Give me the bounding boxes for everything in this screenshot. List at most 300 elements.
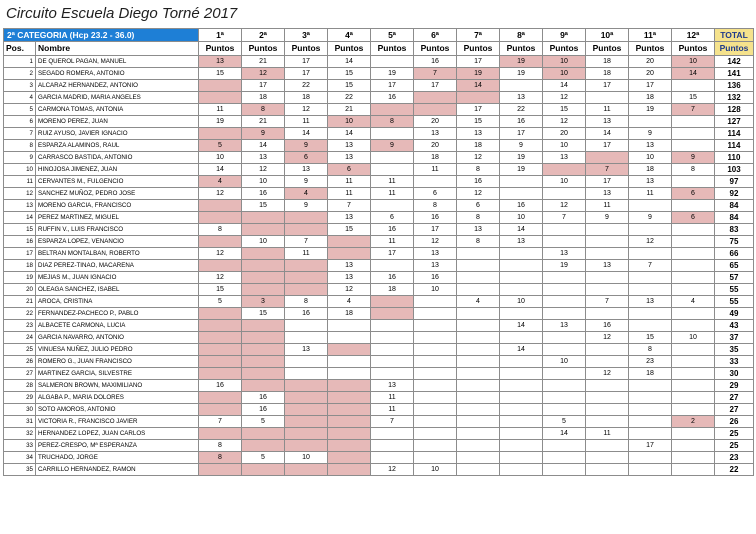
score-cell: 11 <box>586 428 629 440</box>
score-cell <box>672 236 715 248</box>
score-cell: 9 <box>242 128 285 140</box>
score-cell: 15 <box>328 224 371 236</box>
score-cell <box>586 356 629 368</box>
score-cell <box>371 164 414 176</box>
score-cell: 21 <box>242 116 285 128</box>
score-cell <box>586 248 629 260</box>
row-position: 30 <box>4 404 36 416</box>
row-player-name: ESPARZA ALAMINOS, RAUL <box>36 140 199 152</box>
score-cell <box>543 164 586 176</box>
score-cell <box>586 284 629 296</box>
score-cell: 13 <box>586 260 629 272</box>
score-cell <box>672 260 715 272</box>
score-cell: 5 <box>199 296 242 308</box>
row-player-name: VINUESA NUÑEZ, JULIO PEDRO <box>36 344 199 356</box>
score-cell <box>414 452 457 464</box>
score-cell: 13 <box>500 236 543 248</box>
score-cell: 16 <box>371 92 414 104</box>
score-cell: 17 <box>629 440 672 452</box>
score-cell: 12 <box>586 368 629 380</box>
round-header-6: 6ª <box>414 29 457 42</box>
score-cell: 20 <box>414 140 457 152</box>
score-cell: 3 <box>242 296 285 308</box>
row-position: 12 <box>4 188 36 200</box>
row-total: 127 <box>715 116 754 128</box>
row-total: 75 <box>715 236 754 248</box>
score-cell <box>414 344 457 356</box>
score-cell <box>285 224 328 236</box>
row-position: 3 <box>4 80 36 92</box>
score-cell <box>672 344 715 356</box>
score-cell: 10 <box>199 152 242 164</box>
score-cell <box>500 356 543 368</box>
score-cell <box>242 260 285 272</box>
score-cell <box>543 344 586 356</box>
row-position: 20 <box>4 284 36 296</box>
score-cell: 14 <box>543 428 586 440</box>
round-header-1: 1ª <box>199 29 242 42</box>
table-row <box>4 68 754 80</box>
score-cell <box>199 332 242 344</box>
score-cell <box>371 332 414 344</box>
score-cell: 22 <box>500 104 543 116</box>
row-position: 29 <box>4 392 36 404</box>
score-cell: 9 <box>371 140 414 152</box>
score-cell: 10 <box>543 56 586 68</box>
row-position: 17 <box>4 248 36 260</box>
row-total: 83 <box>715 224 754 236</box>
score-cell: 9 <box>586 212 629 224</box>
score-cell: 19 <box>629 104 672 116</box>
score-cell <box>672 440 715 452</box>
score-cell <box>242 428 285 440</box>
score-cell: 13 <box>285 164 328 176</box>
row-total: 84 <box>715 212 754 224</box>
score-cell <box>500 392 543 404</box>
score-cell: 2 <box>672 416 715 428</box>
score-cell: 6 <box>672 212 715 224</box>
score-cell: 10 <box>543 68 586 80</box>
score-cell: 15 <box>242 200 285 212</box>
score-cell: 19 <box>457 68 500 80</box>
score-cell <box>629 416 672 428</box>
score-cell <box>371 200 414 212</box>
score-cell: 18 <box>457 140 500 152</box>
score-cell <box>629 404 672 416</box>
score-cell <box>543 404 586 416</box>
score-cell <box>457 248 500 260</box>
score-cell: 9 <box>285 140 328 152</box>
score-cell: 18 <box>586 56 629 68</box>
score-cell <box>414 176 457 188</box>
score-cell: 11 <box>285 116 328 128</box>
score-cell: 12 <box>242 68 285 80</box>
score-cell <box>328 452 371 464</box>
score-cell <box>672 116 715 128</box>
score-cell: 12 <box>629 236 672 248</box>
score-cell <box>242 320 285 332</box>
score-cell: 12 <box>328 284 371 296</box>
row-position: 15 <box>4 224 36 236</box>
score-cell: 13 <box>328 260 371 272</box>
score-cell: 12 <box>199 188 242 200</box>
score-cell <box>414 380 457 392</box>
score-cell <box>457 272 500 284</box>
score-cell <box>500 440 543 452</box>
score-cell <box>672 428 715 440</box>
score-cell: 17 <box>586 140 629 152</box>
score-cell <box>543 380 586 392</box>
table-row <box>4 356 754 368</box>
score-cell <box>629 452 672 464</box>
score-cell: 16 <box>371 224 414 236</box>
table-row <box>4 464 754 476</box>
row-player-name: RUFFIN V., LUIS FRANCISCO <box>36 224 199 236</box>
score-cell <box>285 404 328 416</box>
score-cell <box>371 356 414 368</box>
score-cell: 17 <box>586 80 629 92</box>
row-player-name: CARMONA TOMAS, ANTONIA <box>36 104 199 116</box>
score-cell: 17 <box>414 80 457 92</box>
score-cell: 15 <box>199 284 242 296</box>
row-total: 114 <box>715 140 754 152</box>
score-cell <box>414 428 457 440</box>
score-cell <box>457 308 500 320</box>
table-row <box>4 392 754 404</box>
score-cell: 22 <box>328 92 371 104</box>
row-position: 27 <box>4 368 36 380</box>
row-position: 7 <box>4 128 36 140</box>
score-cell <box>457 440 500 452</box>
table-row <box>4 344 754 356</box>
table-row <box>4 440 754 452</box>
score-cell: 10 <box>629 152 672 164</box>
table-row <box>4 380 754 392</box>
row-player-name: CERVANTES M., FULGENCIO <box>36 176 199 188</box>
score-cell <box>500 332 543 344</box>
score-cell <box>672 308 715 320</box>
score-cell <box>457 428 500 440</box>
row-player-name: RUIZ AYUSO, JAVIER IGNACIO <box>36 128 199 140</box>
score-cell: 13 <box>629 176 672 188</box>
score-cell: 11 <box>371 392 414 404</box>
score-cell <box>457 284 500 296</box>
score-cell: 9 <box>285 200 328 212</box>
row-position: 33 <box>4 440 36 452</box>
score-cell <box>199 260 242 272</box>
score-cell: 11 <box>328 188 371 200</box>
score-cell: 12 <box>543 92 586 104</box>
score-cell <box>672 272 715 284</box>
score-cell <box>672 392 715 404</box>
score-cell: 12 <box>242 164 285 176</box>
score-cell: 13 <box>414 128 457 140</box>
score-cell <box>414 104 457 116</box>
score-cell <box>543 464 586 476</box>
score-cell <box>242 224 285 236</box>
score-cell: 7 <box>586 164 629 176</box>
score-cell: 13 <box>285 344 328 356</box>
score-cell: 14 <box>672 68 715 80</box>
score-cell: 18 <box>629 164 672 176</box>
score-cell: 17 <box>242 80 285 92</box>
score-cell <box>242 212 285 224</box>
score-cell <box>457 260 500 272</box>
table-row <box>4 116 754 128</box>
score-cell: 17 <box>457 56 500 68</box>
score-cell: 12 <box>457 188 500 200</box>
score-cell: 10 <box>242 176 285 188</box>
score-cell <box>629 464 672 476</box>
score-cell <box>629 116 672 128</box>
score-cell <box>672 380 715 392</box>
row-total: 35 <box>715 344 754 356</box>
round-points-header: Puntos <box>543 42 586 56</box>
score-cell <box>500 308 543 320</box>
score-cell: 18 <box>629 368 672 380</box>
score-cell <box>672 176 715 188</box>
row-position: 4 <box>4 92 36 104</box>
score-cell: 11 <box>328 176 371 188</box>
score-cell <box>414 296 457 308</box>
row-player-name: GARCIA NAVARRO, ANTONIO <box>36 332 199 344</box>
score-cell <box>672 140 715 152</box>
row-player-name: ALBACETE CARMONA, LUCIA <box>36 320 199 332</box>
score-cell: 13 <box>328 152 371 164</box>
score-cell <box>629 224 672 236</box>
table-row <box>4 404 754 416</box>
score-cell <box>457 380 500 392</box>
row-total: 142 <box>715 56 754 68</box>
score-cell <box>371 128 414 140</box>
total-points-header: Puntos <box>715 42 754 56</box>
row-player-name: ALGABA P., MARIA DOLORES <box>36 392 199 404</box>
score-cell <box>457 392 500 404</box>
score-cell <box>586 224 629 236</box>
row-player-name: OLEAGA SANCHEZ, ISABEL <box>36 284 199 296</box>
row-position: 21 <box>4 296 36 308</box>
score-cell: 14 <box>500 224 543 236</box>
score-cell <box>199 92 242 104</box>
score-cell: 5 <box>543 416 586 428</box>
score-cell: 16 <box>242 404 285 416</box>
score-cell: 22 <box>285 80 328 92</box>
row-player-name: DIAZ PEREZ-TINAO, MACARENA <box>36 260 199 272</box>
score-cell: 13 <box>414 260 457 272</box>
score-cell: 16 <box>414 212 457 224</box>
score-cell: 10 <box>543 140 586 152</box>
score-cell <box>242 464 285 476</box>
row-position: 32 <box>4 428 36 440</box>
score-cell: 16 <box>457 176 500 188</box>
score-cell <box>457 404 500 416</box>
score-cell: 13 <box>414 248 457 260</box>
row-position: 1 <box>4 56 36 68</box>
table-row <box>4 200 754 212</box>
row-position: 5 <box>4 104 36 116</box>
score-cell <box>371 428 414 440</box>
row-total: 114 <box>715 128 754 140</box>
score-cell: 14 <box>328 56 371 68</box>
score-cell: 16 <box>414 56 457 68</box>
row-total: 22 <box>715 464 754 476</box>
score-cell <box>543 296 586 308</box>
score-cell: 13 <box>543 320 586 332</box>
score-cell: 13 <box>543 152 586 164</box>
row-player-name: SEGADO ROMERA, ANTONIO <box>36 68 199 80</box>
score-cell: 17 <box>371 80 414 92</box>
score-cell: 7 <box>414 68 457 80</box>
score-cell: 11 <box>371 236 414 248</box>
score-cell <box>328 368 371 380</box>
score-cell: 7 <box>586 296 629 308</box>
row-position: 35 <box>4 464 36 476</box>
table-row <box>4 452 754 464</box>
score-cell <box>371 296 414 308</box>
score-cell <box>199 428 242 440</box>
score-cell: 21 <box>242 56 285 68</box>
round-points-header: Puntos <box>414 42 457 56</box>
score-cell: 16 <box>586 320 629 332</box>
score-cell <box>328 236 371 248</box>
score-cell <box>457 368 500 380</box>
score-cell <box>500 260 543 272</box>
score-cell <box>672 356 715 368</box>
table-row <box>4 164 754 176</box>
row-player-name: VICTORIA R., FRANCISCO JAVIER <box>36 416 199 428</box>
row-position: 31 <box>4 416 36 428</box>
score-cell <box>543 236 586 248</box>
score-cell <box>285 320 328 332</box>
score-cell <box>199 212 242 224</box>
score-cell <box>629 380 672 392</box>
score-cell: 15 <box>543 104 586 116</box>
score-cell <box>586 440 629 452</box>
score-cell <box>500 404 543 416</box>
score-cell: 7 <box>543 212 586 224</box>
table-row <box>4 296 754 308</box>
score-cell: 15 <box>242 308 285 320</box>
score-cell: 9 <box>500 140 543 152</box>
score-cell: 6 <box>457 200 500 212</box>
row-player-name: CARRILLO HERNANDEZ, RAMON <box>36 464 199 476</box>
score-cell <box>371 452 414 464</box>
table-row <box>4 284 754 296</box>
score-cell: 20 <box>629 68 672 80</box>
score-cell <box>543 332 586 344</box>
score-cell <box>199 308 242 320</box>
score-cell: 19 <box>500 56 543 68</box>
row-position: 26 <box>4 356 36 368</box>
score-cell: 23 <box>629 356 672 368</box>
score-cell: 8 <box>242 104 285 116</box>
score-cell: 8 <box>457 236 500 248</box>
score-cell <box>629 392 672 404</box>
score-cell <box>586 404 629 416</box>
score-cell <box>586 380 629 392</box>
score-cell <box>457 452 500 464</box>
score-cell <box>457 332 500 344</box>
score-cell: 15 <box>328 80 371 92</box>
score-cell: 14 <box>328 128 371 140</box>
score-cell: 13 <box>328 272 371 284</box>
score-cell <box>500 80 543 92</box>
score-cell: 14 <box>242 140 285 152</box>
score-cell <box>242 272 285 284</box>
score-cell <box>285 260 328 272</box>
score-cell <box>586 236 629 248</box>
table-row <box>4 308 754 320</box>
score-cell <box>242 344 285 356</box>
score-cell <box>242 332 285 344</box>
score-cell <box>500 188 543 200</box>
score-cell: 4 <box>285 188 328 200</box>
score-cell: 8 <box>199 224 242 236</box>
row-player-name: PEREZ MARTINEZ, MIGUEL <box>36 212 199 224</box>
score-cell: 8 <box>371 116 414 128</box>
score-cell: 14 <box>586 128 629 140</box>
row-player-name: AROCA, CRISTINA <box>36 296 199 308</box>
score-cell <box>242 380 285 392</box>
score-cell: 4 <box>328 296 371 308</box>
row-player-name: SANCHEZ MUÑOZ, PEDRO JOSE <box>36 188 199 200</box>
round-points-header: Puntos <box>328 42 371 56</box>
score-cell: 11 <box>371 176 414 188</box>
score-cell <box>414 392 457 404</box>
row-player-name: ESPARZA LOPEZ, VENANCIO <box>36 236 199 248</box>
score-cell <box>371 104 414 116</box>
score-cell <box>414 332 457 344</box>
score-cell <box>328 428 371 440</box>
score-cell <box>629 284 672 296</box>
row-total: 97 <box>715 176 754 188</box>
score-cell <box>500 464 543 476</box>
score-cell: 11 <box>586 104 629 116</box>
round-points-header: Puntos <box>457 42 500 56</box>
score-cell: 13 <box>199 56 242 68</box>
score-cell: 16 <box>371 272 414 284</box>
row-total: 141 <box>715 68 754 80</box>
score-cell <box>285 392 328 404</box>
row-position: 28 <box>4 380 36 392</box>
score-cell: 13 <box>500 92 543 104</box>
score-cell: 15 <box>629 332 672 344</box>
score-cell: 10 <box>500 296 543 308</box>
score-cell <box>414 320 457 332</box>
score-cell: 17 <box>285 68 328 80</box>
round-header-2: 2ª <box>242 29 285 42</box>
score-cell <box>199 392 242 404</box>
row-total: 132 <box>715 92 754 104</box>
score-cell: 18 <box>414 152 457 164</box>
table-row <box>4 248 754 260</box>
score-cell <box>285 356 328 368</box>
score-cell <box>500 176 543 188</box>
row-total: 103 <box>715 164 754 176</box>
score-cell <box>328 464 371 476</box>
score-cell <box>328 332 371 344</box>
score-cell: 18 <box>371 284 414 296</box>
score-cell <box>199 356 242 368</box>
score-cell <box>672 404 715 416</box>
score-cell: 18 <box>629 92 672 104</box>
round-points-header: Puntos <box>586 42 629 56</box>
round-header-4: 4ª <box>328 29 371 42</box>
row-position: 2 <box>4 68 36 80</box>
score-cell: 12 <box>199 248 242 260</box>
score-cell: 16 <box>414 272 457 284</box>
score-cell <box>500 284 543 296</box>
